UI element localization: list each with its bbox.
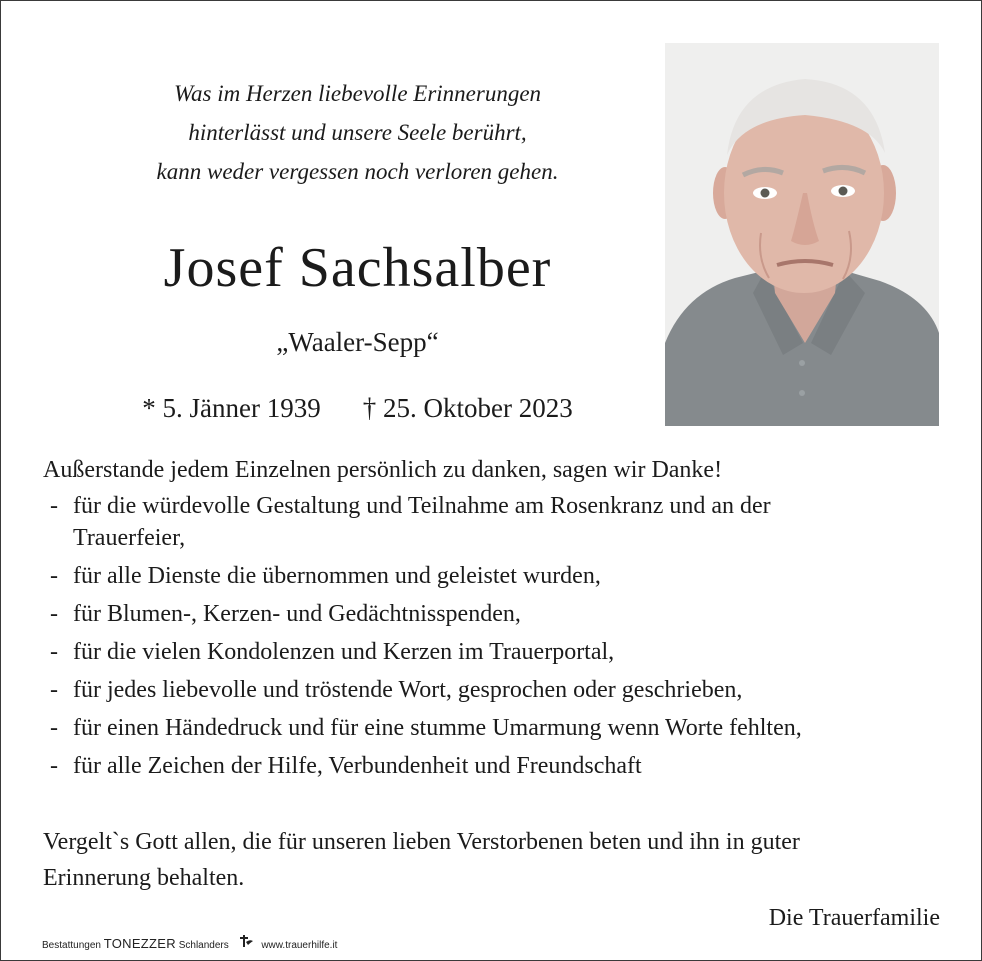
closing-line: Erinnerung behalten. [43,865,245,891]
list-item [43,674,943,706]
list-item-text: für alle Dienste die übernommen und geleistet wurden, [73,563,601,589]
list-item-text: für alle Zeichen der Hilfe, Verbundenheit und Freundschaft [73,753,642,779]
footer-brand: TONEZZER [103,936,176,951]
list-item-text: für die vielen Kondolenzen und Kerzen im Trauerportal, [73,639,615,665]
poem [60,74,655,191]
footer-town: Schlanders [178,940,229,951]
footer [42,934,337,956]
closing-line: Vergelt`s Gott allen, die für unseren lieben Verstorbenen beten und ihn in guter [43,829,800,855]
list-dash: - [50,601,58,627]
poem-line: kann weder vergessen noch verloren gehen. [156,159,559,184]
list-item-text: für die würdevolle Gestaltung und Teilnahme am Rosenkranz und an der [73,493,771,519]
footer-website[interactable]: www.trauerhilfe.it [261,940,338,951]
portrait-photo [665,43,939,426]
list-dash: - [50,677,58,703]
poem-line: Was im Herzen liebevolle Erinnerungen [173,81,542,106]
list-item [43,750,943,782]
poem-line: hinterlässt und unsere Seele berührt, [188,120,527,145]
birth-date: * 5. Jänner 1939 [142,393,321,423]
footer-prefix: Bestattungen [42,940,101,951]
closing-text [43,824,943,896]
cross-dove-icon [238,934,254,956]
signature: Die Trauerfamilie [768,905,940,931]
list-item [43,598,943,630]
list-dash: - [50,715,58,741]
portrait-illustration [665,43,939,426]
list-item [43,560,943,592]
list-item [43,636,943,668]
death-date: † 25. Oktober 2023 [362,393,573,423]
deceased-name: Josef Sachsalber [163,237,552,299]
list-item-text: für einen Händedruck und für eine stumme Umarmung wenn Worte fehlten, [73,715,802,741]
thanks-list [43,490,943,782]
list-dash: - [50,639,58,665]
list-dash: - [50,563,58,589]
thanks-intro: Außerstande jedem Einzelnen persönlich zu danken, sagen wir Danke! [43,457,723,483]
list-item-text-continued: Trauerfeier, [73,525,186,551]
list-item-text: für Blumen-, Kerzen- und Gedächtnisspenden, [73,601,521,627]
list-item-text: für jedes liebevolle und tröstende Wort, gesprochen oder geschrieben, [73,677,743,703]
life-dates [60,388,655,428]
thanks-section [43,452,943,788]
list-item [43,712,943,744]
list-dash: - [50,493,58,519]
list-dash: - [50,753,58,779]
deceased-nickname: „Waaler-Sepp“ [276,327,439,357]
list-item [43,490,943,554]
